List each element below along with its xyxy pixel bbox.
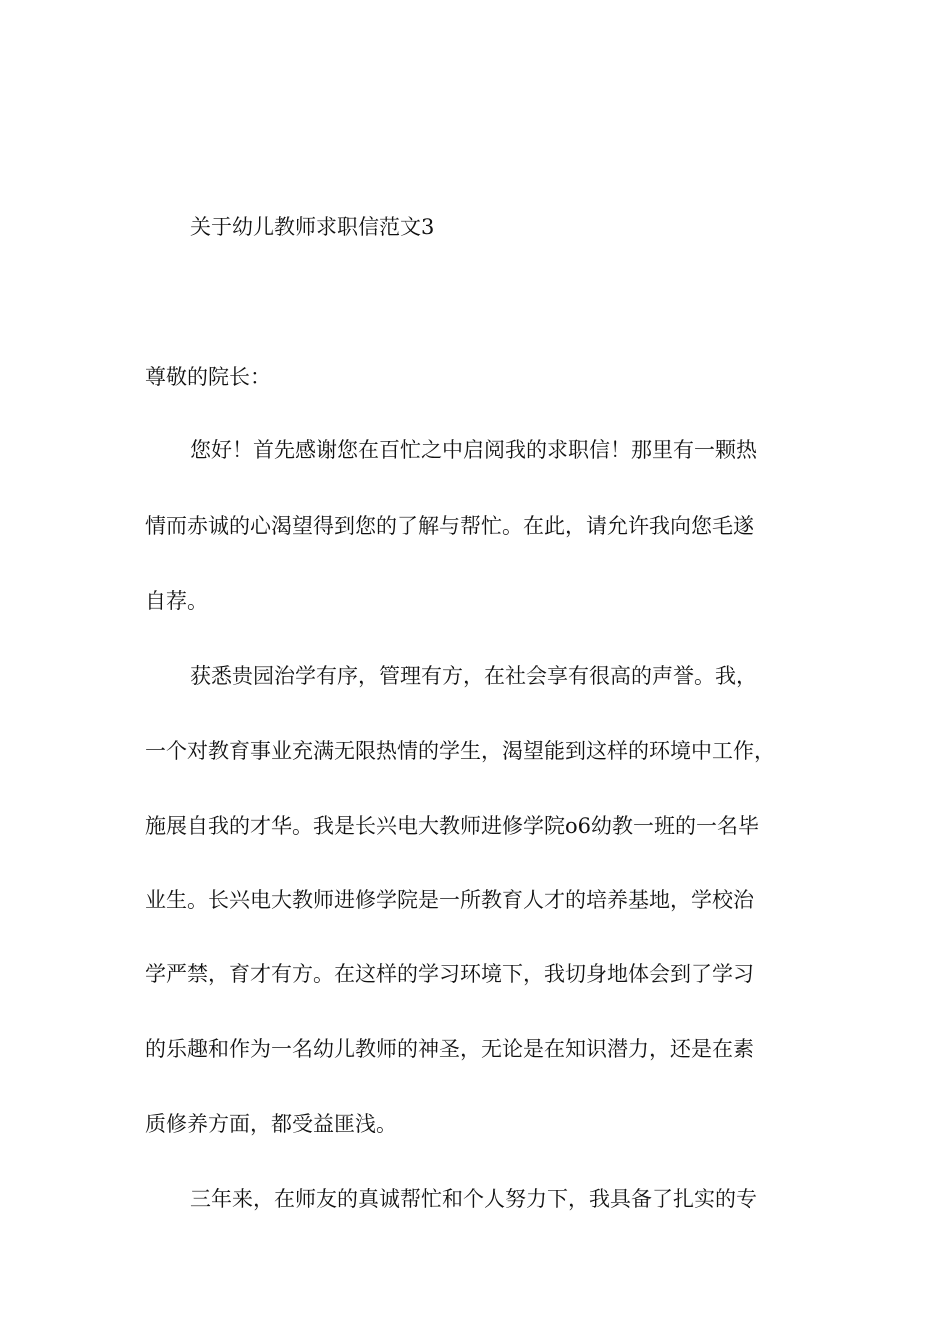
body-line-10: 质修养方面，都受益匪浅。 [145, 1112, 397, 1136]
document-title: 关于幼儿教师求职信范文3 [190, 215, 435, 239]
body-line-11: 三年来，在师友的真诚帮忙和个人努力下，我具备了扎实的专 [190, 1187, 757, 1211]
body-line-3: 自荐。 [145, 589, 208, 613]
body-line-5: 一个对教育事业充满无限热情的学生，渴望能到这样的环境中工作， [145, 739, 775, 763]
body-line-6: 施展自我的才华。我是长兴电大教师进修学院o6幼教一班的一名毕 [145, 814, 760, 838]
salutation: 尊敬的院长： [145, 365, 271, 389]
body-line-7: 业生。长兴电大教师进修学院是一所教育人才的培养基地，学校治 [145, 888, 754, 912]
body-line-2: 情而赤诚的心渴望得到您的了解与帮忙。在此，请允许我向您毛遂 [145, 514, 754, 538]
body-line-8: 学严禁，育才有方。在这样的学习环境下，我切身地体会到了学习 [145, 962, 754, 986]
body-line-9: 的乐趣和作为一名幼儿教师的神圣，无论是在知识潜力，还是在素 [145, 1037, 754, 1061]
body-line-4: 获悉贵园治学有序，管理有方，在社会享有很高的声誉。我， [190, 664, 757, 688]
body-line-1: 您好！首先感谢您在百忙之中启阅我的求职信！那里有一颗热 [190, 438, 757, 462]
